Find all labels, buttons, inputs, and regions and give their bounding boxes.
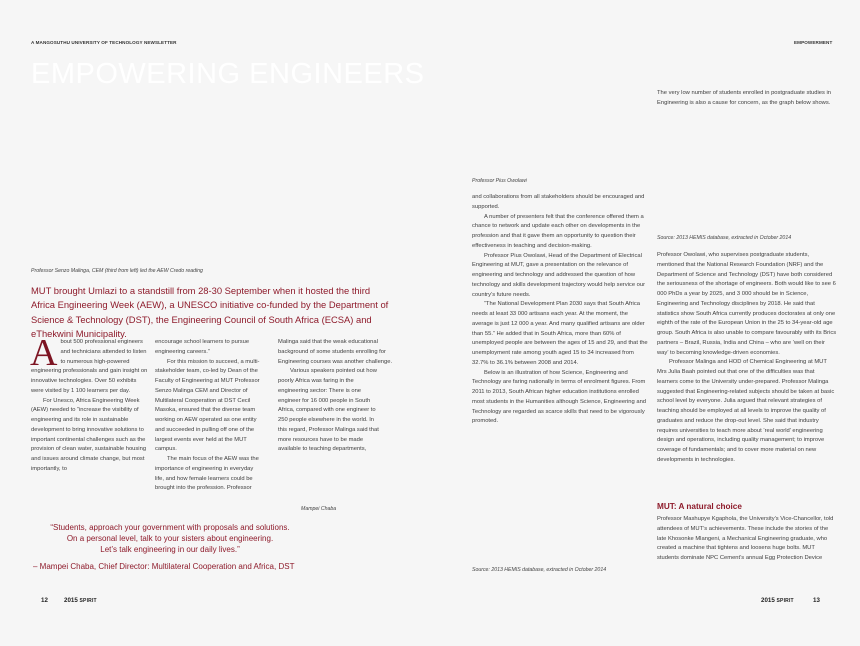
running-head-left: A MANGOSUTHU UNIVERSITY OF TECHNOLOGY NEWSLETTER: [31, 40, 177, 45]
page-number-left: 12: [41, 597, 48, 604]
paragraph: Malinga said that the weak educational background of some students enrolling for Engineering courses was another challenge.: [278, 339, 393, 365]
page-number-right: 13: [813, 597, 820, 604]
lead-paragraph: MUT brought Umlazi to a standstill from 28-30 September when it hosted the third Africa Engineering Week (AEW), a UNESCO initiative co-funded by the Department of Science & Technology (DST), the Engineering Council of South Africa (ECSA) and eThekwini Municipality.: [31, 285, 389, 339]
quote-line: On a personal level, talk to your sisters about engineering.: [66, 533, 274, 543]
article-column-3: [278, 338, 393, 455]
paragraph: bout 500 professional engineers and technicians attended to listen to numerous high-powered engineering professionals and gain insight on innovative technologies. Over 50 exhibits were visited by 1 100 learners per day.: [31, 339, 148, 394]
article-column-4: [472, 193, 650, 427]
graph-intro: The very low number of students enrolled in postgraduate studies in Engineering is also a cause for concern, as the graph below shows.: [657, 90, 832, 106]
paragraph: The main focus of the AEW was the importance of engineering in everyday life, and how female learners could be brought into the profession. Professor: [155, 456, 259, 492]
folio-year: 2015: [761, 597, 775, 604]
article-column-2: [155, 338, 263, 494]
graph-source-2: Source: 2013 HEMIS database, extracted in October 2014: [657, 235, 792, 241]
paragraph: Various speakers pointed out how poorly Africa was faring in the engineering sector: There is one engineer for 16 000 people in South Africa, compared with one engineer to 250 people elsewhere in the world. In this regard, Professor Malinga said that more resources have to be made available to teaching departments,: [278, 368, 379, 453]
paragraph: For Unesco, Africa Engineering Week (AEW) needed to “increase the visibility of engineering and its role in sustainable development to bring innovative solutions to important continental challenges such as the provision of clean water, sustainable housing and issues around climate change, but most importantly, to: [31, 397, 147, 472]
paragraph: For this mission to succeed, a multi-stakeholder team, co-led by Dean of the Faculty of Engineering at MUT Professor Senzo Malinga CEM and Director of Multilateral Cooperation at DST Cecil Masoka, ensured that the diverse team working on AEW operated as one entity and succeeded in pulling off one of the largest events ever held at the MUT campus.: [155, 358, 260, 453]
quote-attribution: – Mampei Chaba, Chief Director: Multilateral Cooperation and Africa, DST: [33, 562, 295, 571]
folio-publication: SPIRIT: [79, 598, 97, 604]
section-subheading: MUT: A natural choice: [657, 502, 742, 511]
article-column-5-continued: Professor Mashupye Kgaphola, the University’s Vice-Chancellor, told attendees of MUT’s achievements. These include the stories of the late Khosonke Mlangeni, a Mechanical Engineering graduate, who created a machine that tightens and loosens huge bolts. MUT students dominate NPC Cement’s annual Egg Protection Device: [657, 516, 834, 561]
article-column-5: [657, 251, 837, 466]
graph-source-1: Source: 2013 HEMIS database, extracted in October 2014: [472, 567, 607, 573]
paragraph: encourage school learners to pursue engineering careers.”: [155, 339, 250, 355]
quote-line: Let’s talk engineering in our daily lives.”: [100, 544, 240, 554]
paragraph: Below is an illustration of how Science, Engineering and Technology are faring nationally in terms of enrolment figures. From 2011 to 2013, South African higher education institutions enrolled most students in the Humanities although Science, Engineering and Technology are regarded as scarce skills that need to be vigorously promoted.: [472, 369, 647, 425]
running-head-right: EMPOWERMENT: [794, 40, 833, 45]
publication-name-left: [64, 597, 97, 604]
paragraph: Professor Malinga and HOD of Chemical Engineering at MUT Mrs Julia Baah pointed out that one of the difficulties was that learners come to the University under-prepared. Professor Malinga suggested that Engineering-related subjects should be taken at basic school level by everyone. Julia argued that relevant strategies of teaching should be employed at all levels to improve the quality of graduates and reduce the drop-out level. She said that industry requires universities to teach more about ‘real world’ engineering design and operations, including quality management; to improve coverage of fundamentals; and to cover more material on new developments in technologies.: [657, 359, 835, 463]
paragraph: A number of presenters felt that the conference offered them a chance to network and update each other on developments in the profession and that it gave them an opportunity to question their effectiveness in teaching and decision-making.: [472, 213, 644, 249]
quote-line: “Students, approach your government with proposals and solutions.: [50, 523, 290, 532]
article-column-1: [30, 332, 149, 475]
publication-name-right: [761, 597, 794, 604]
paragraph: Professor Owolawi, who supervises postgraduate students, mentioned that the National Research Foundation (NRF) and the Department of Science and Technology (DST) have both considered the seriousness of the shortage of engineers. Both would like to see 6 000 PhDs a year by 2025, and 3 000 should be in Science, Engineering and Technology disciplines by 2018. He said that statistics show South Africa currently produces doctorates at only one eighth of the rate of the European Union in the 25 to 34-year-old age group. South Africa is also unable to compare favourably with its Brics partners – Brazil, Russia, India and China – who are ‘well on their way’ to becoming knowledge-driven economies.: [657, 252, 837, 356]
portrait-caption-right: Professor Pius Owolawi: [472, 178, 527, 184]
folio-publication: SPIRIT: [776, 598, 794, 604]
paragraph: “The National Development Plan 2030 says that South Africa needs at least 33 000 artisans each year. At the moment, the average is just 12 000 a year. And many qualified artisans are older than 55.” He added that in South Africa, more than 60% of unemployed people are between the ages of 15 and 29, and that the unemployment rate among youth aged 15 to 34 increased from 32.7% to 36.1% between 2008 and 2014.: [472, 301, 648, 366]
paragraph: and collaborations from all stakeholders should be encouraged and supported.: [472, 194, 645, 210]
pull-quote: [30, 523, 310, 555]
portrait-caption-left: Mampei Chaba: [301, 506, 337, 512]
page-title: EMPOWERING ENGINEERS: [31, 58, 425, 90]
photo-caption-left: Professor Senzo Malinga, CEM (third from left) led the AEW Credo reading: [31, 268, 203, 274]
paragraph: Professor Pius Owolawi, Head of the Department of Electrical Engineering at MUT, gave a presentation on the relevance of engineering and technology and addressed the question of how technology and skills development trajectory would help service our country’s future needs.: [472, 252, 646, 298]
folio-year: 2015: [64, 597, 78, 604]
drop-cap: A: [30, 332, 58, 374]
